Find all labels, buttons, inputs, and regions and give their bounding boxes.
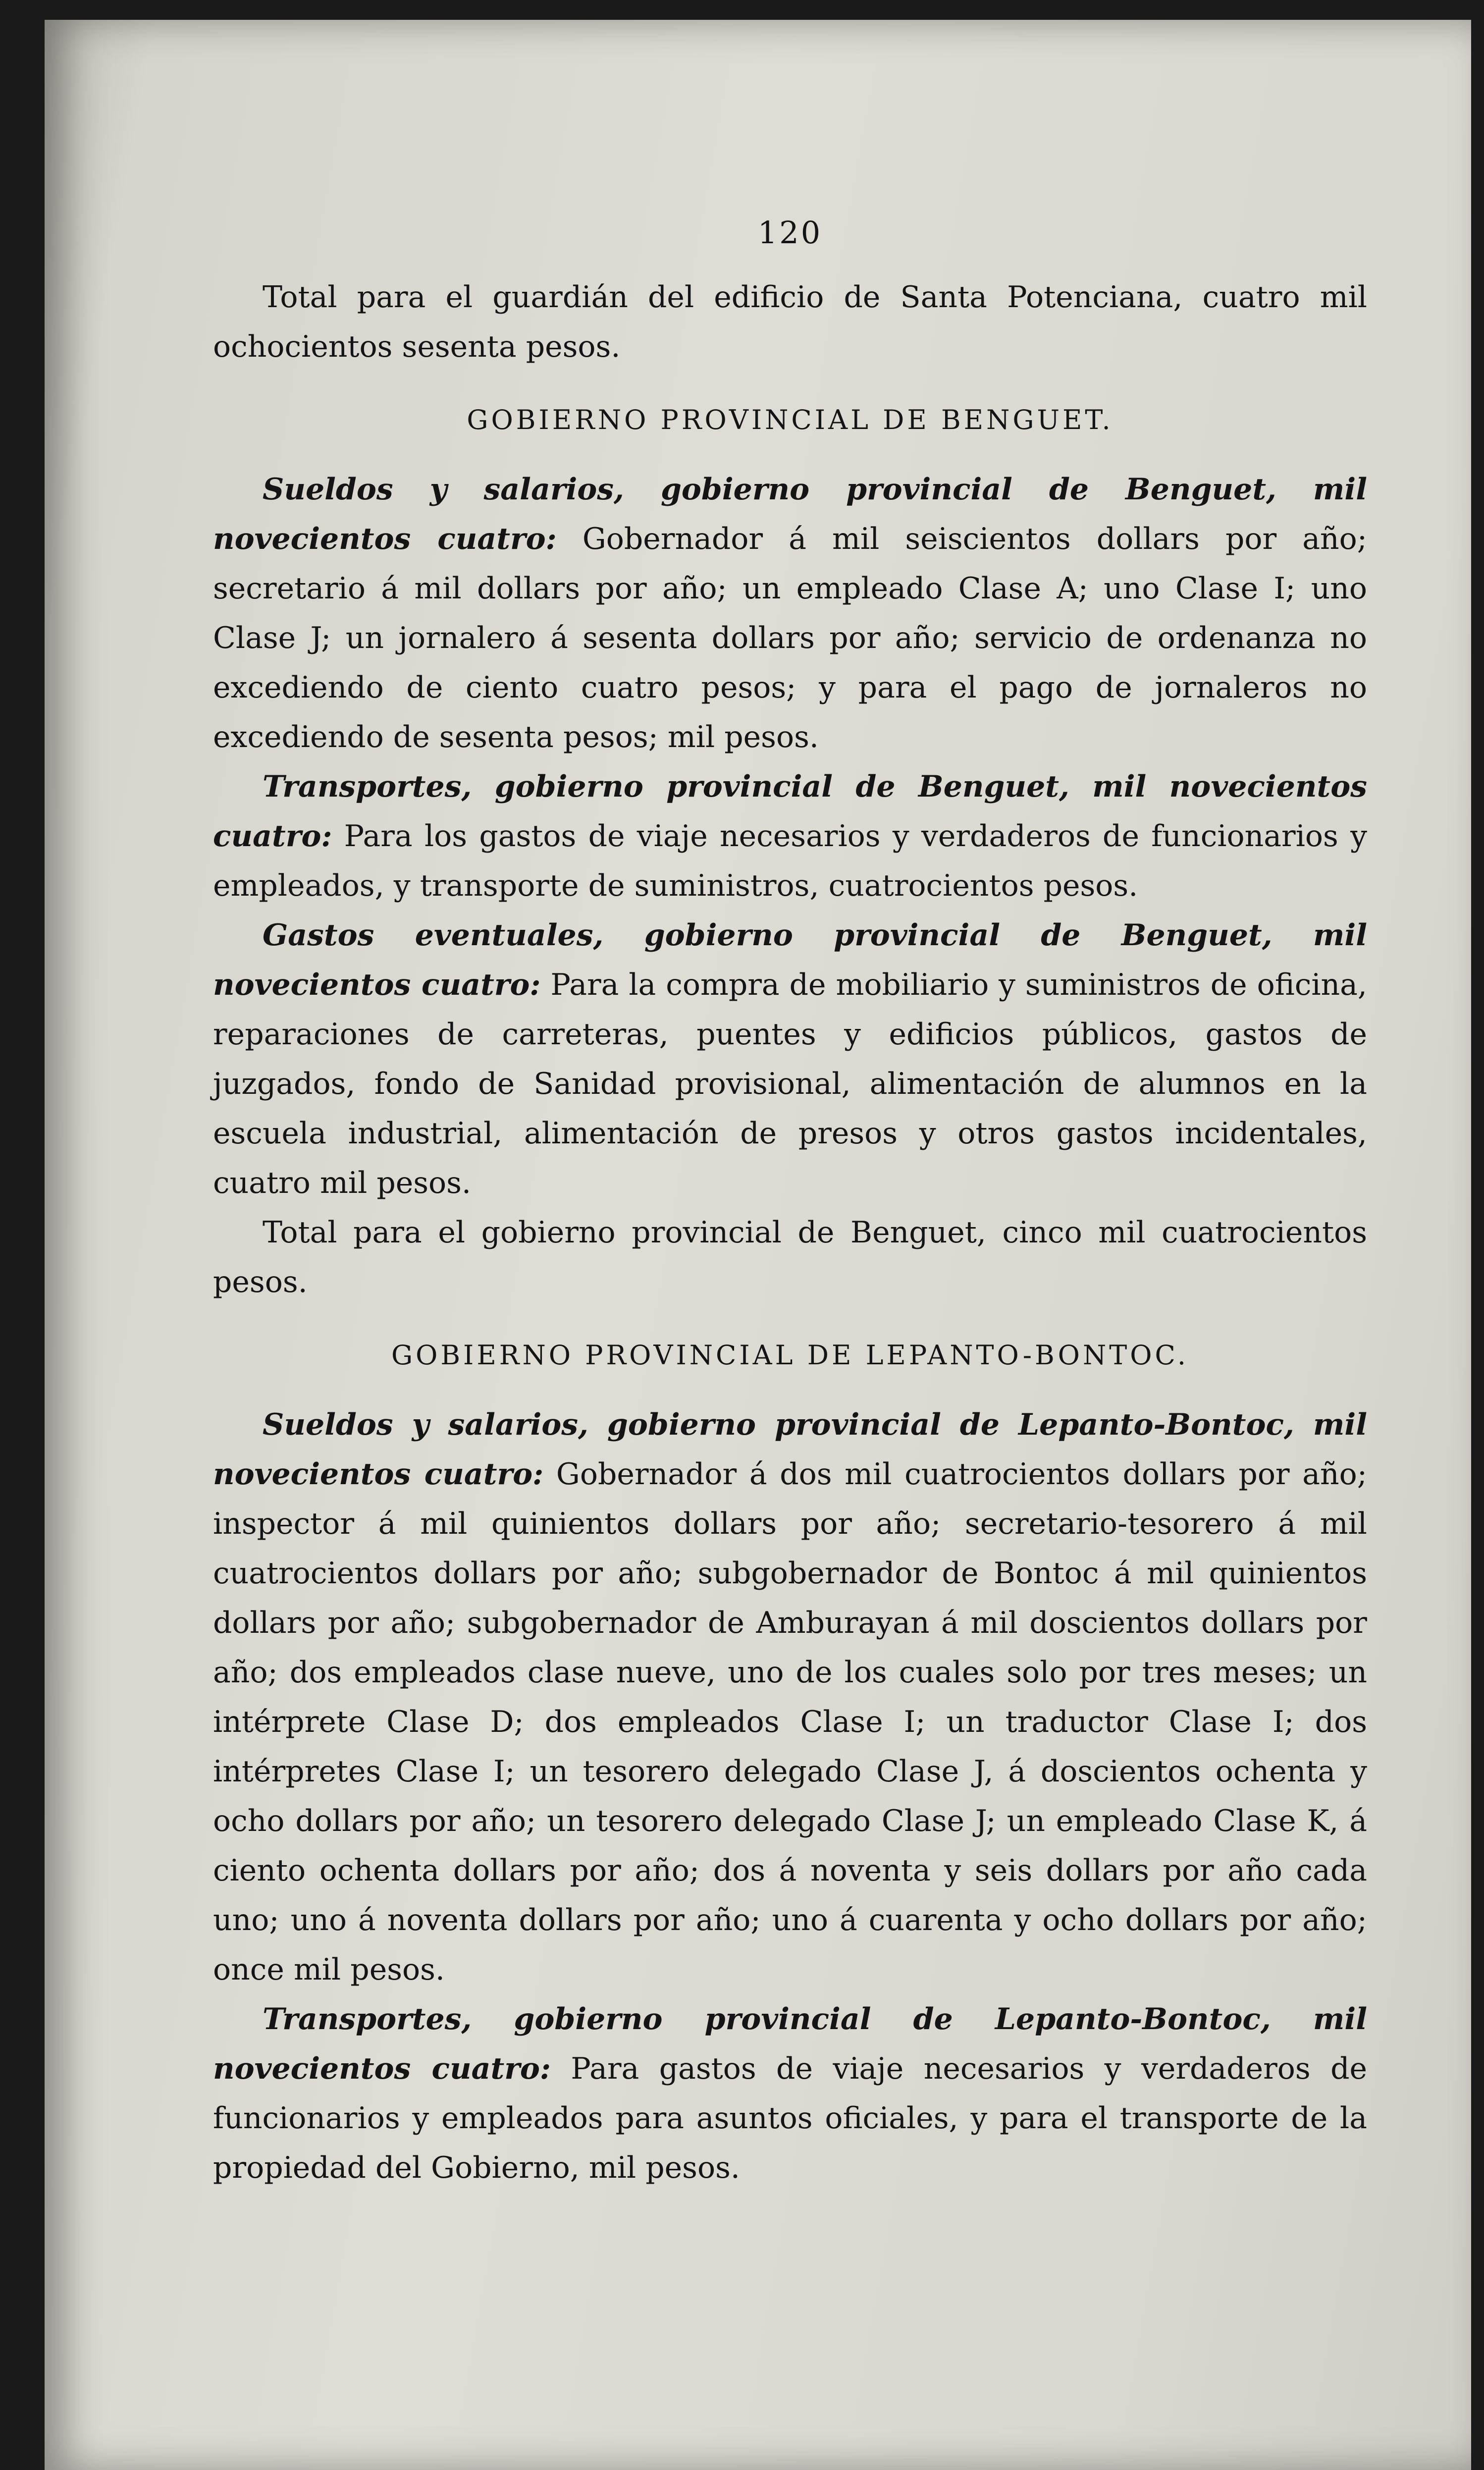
paragraph bbox=[213, 911, 1367, 1208]
paragraph-lead: Gastos eventuales, gobierno provincial de Benguet, mil novecientos cuatro: bbox=[213, 918, 1367, 1002]
intro-paragraph: Total para el guardián del edificio de Santa Potenciana, cuatro mil ochocientos sesenta pesos. bbox=[213, 280, 1367, 364]
paragraph-lead: Sueldos y salarios, gobierno provincial de Lepanto-Bontoc, mil novecientos cuatro: bbox=[213, 1407, 1367, 1492]
page-number: 120 bbox=[757, 215, 823, 251]
section-benguet bbox=[213, 395, 1367, 1307]
section-heading: GOBIERNO PROVINCIAL DE BENGUET. bbox=[467, 404, 1113, 435]
paragraph-body: Para los gastos de viaje necesarios y verdaderos de funcionarios y empleados, y transporte de suministros, cuatrocientos pesos. bbox=[213, 819, 1367, 903]
page-text bbox=[213, 208, 1367, 2193]
section-heading: GOBIERNO PROVINCIAL DE LEPANTO-BONTOC. bbox=[391, 1340, 1189, 1371]
paragraph-lead: Sueldos y salarios, gobierno provincial de Benguet, mil novecientos cuatro: bbox=[213, 472, 1367, 556]
paragraph bbox=[213, 1994, 1367, 2193]
paragraph-total bbox=[213, 1208, 1367, 1307]
paragraph bbox=[213, 1400, 1367, 1994]
paragraph bbox=[213, 465, 1367, 762]
paragraph-body: Para gastos de viaje necesarios y verdaderos de funcionarios y empleados para asuntos oficiales, y para el transporte de la propiedad del Gobierno, mil pesos. bbox=[213, 2051, 1368, 2185]
paragraph-lead: Transportes, gobierno provincial de Benguet, mil novecientos cuatro: bbox=[213, 769, 1367, 854]
paragraph-body: Gobernador á mil seiscientos dollars por año; secretario á mil dollars por año; un empleado Clase A; uno Clase I; uno Clase J; un jornalero á sesenta dollars por año; servicio de ordenanza no excediendo de ciento cuatro pesos; y para el pago de jornaleros no excediendo de sesenta pesos; mil pesos. bbox=[213, 522, 1367, 754]
paragraph-body: Para la compra de mobiliario y suministros de oficina, reparaciones de carreteras, puentes y edificios públicos, gastos de juzgados, fondo de Sanidad provisional, alimentación de alumnos en la escuela industrial, alimentación de presos y otros gastos incidentales, cuatro mil pesos. bbox=[213, 967, 1367, 1200]
document-page bbox=[45, 20, 1471, 2470]
paragraph-body: Gobernador á dos mil cuatrocientos dollars por año; inspector á mil quinientos dollars por año; secretario-tesorero á mil cuatrocientos dollars por año; subgobernador de Bontoc á mil quinientos dollars por año; subgobernador de Amburayan á mil doscientos dollars por año; dos empleados clase nueve, uno de los cuales solo por tres meses; un intérprete Clase D; dos empleados Clase I; un traductor Clase I; dos intérpretes Clase I; un tesorero delegado Clase J, á doscientos ochenta y ocho dollars por año; un tesorero delegado Clase J; un empleado Clase K, á ciento ochenta dollars por año; dos á noventa y seis dollars por año cada uno; uno á noventa dollars por año; uno á cuarenta y ocho dollars por año; once mil pesos. bbox=[213, 1457, 1367, 1987]
section-lepanto-bontoc bbox=[213, 1331, 1367, 2193]
paragraph bbox=[213, 762, 1367, 911]
paragraph-body: Total para el gobierno provincial de Benguet, cinco mil cuatrocientos pesos. bbox=[213, 1215, 1367, 1299]
paragraph-lead: Transportes, gobierno provincial de Lepanto-Bontoc, mil novecientos cuatro: bbox=[213, 2002, 1367, 2086]
